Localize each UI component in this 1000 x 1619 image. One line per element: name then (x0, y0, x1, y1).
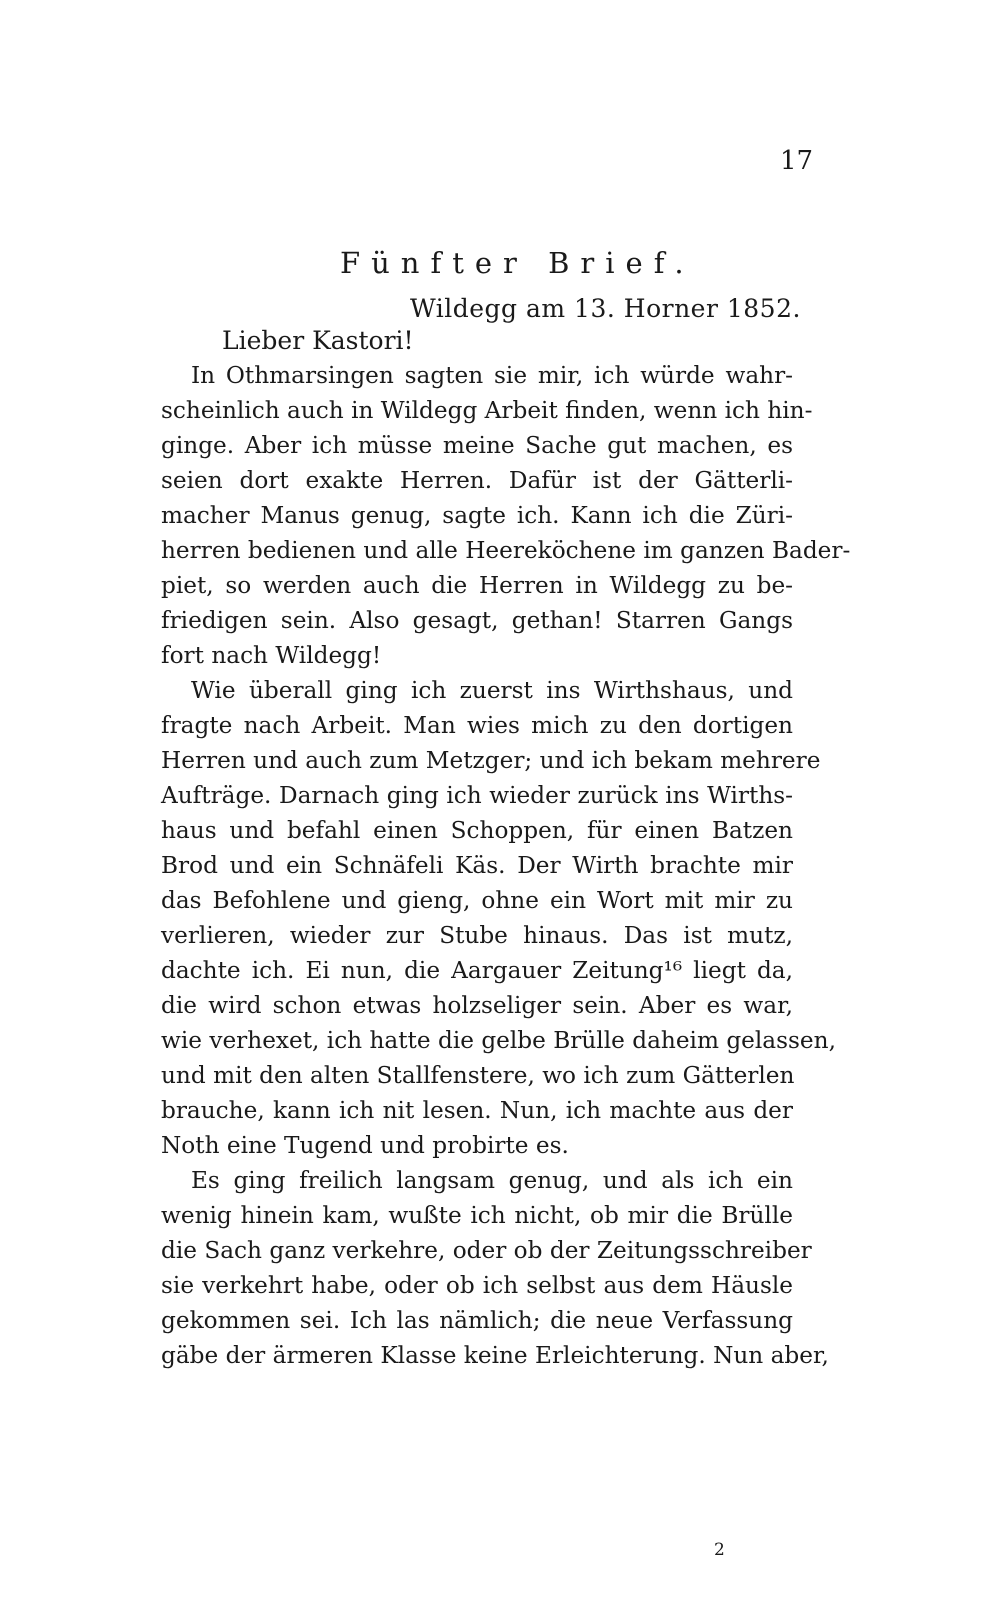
text-line: verlieren, wieder zur Stube hinaus. Das ist mutz, (161, 922, 793, 949)
text-line: gekommen sei. Ich las nämlich; die neue Verfassung (161, 1307, 793, 1334)
text-line: seien dort exakte Herren. Dafür ist der Gätterli- (161, 467, 793, 494)
letter-body (161, 358, 851, 1373)
text-line: Es ging freilich langsam genug, und als ich ein (191, 1167, 793, 1194)
text-line: dachte ich. Ei nun, die Aargauer Zeitung¹⁶ liegt da, (161, 957, 793, 984)
letter-salutation: Lieber Kastori! (222, 326, 414, 355)
text-line: scheinlich auch in Wildegg Arbeit finden, wenn ich hin- (161, 397, 813, 424)
text-line: gäbe der ärmeren Klasse keine Erleichterung. Nun aber, (161, 1342, 829, 1369)
text-line: fort nach Wildegg! (161, 642, 382, 669)
printer-signature-mark: 2 (714, 1540, 725, 1560)
page-number: 17 (780, 146, 814, 176)
text-line: Brod und ein Schnäfeli Käs. Der Wirth brachte mir (161, 852, 793, 879)
text-line: Wie überall ging ich zuerst ins Wirthshaus, und (191, 677, 793, 704)
chapter-title: Fünfter Brief. (340, 246, 695, 280)
text-line: Aufträge. Darnach ging ich wieder zurück ins Wirths- (161, 782, 793, 809)
text-line: brauche, kann ich nit lesen. Nun, ich machte aus der (161, 1097, 793, 1124)
paragraph-1 (161, 358, 851, 673)
letter-dateline: Wildegg am 13. Horner 1852. (410, 294, 801, 323)
text-line: piet, so werden auch die Herren in Wildegg zu be- (161, 572, 793, 599)
text-line: das Befohlene und gieng, ohne ein Wort mit mir zu (161, 887, 793, 914)
text-line: herren bedienen und alle Heereköchene im ganzen Bader- (161, 537, 851, 564)
text-line: Noth eine Tugend und probirte es. (161, 1132, 569, 1159)
text-line: fragte nach Arbeit. Man wies mich zu den dortigen (161, 712, 793, 739)
paragraph-3 (161, 1163, 829, 1373)
text-line: und mit den alten Stallfenstere, wo ich zum Gätterlen (161, 1062, 795, 1089)
text-line: die wird schon etwas holzseliger sein. Aber es war, (161, 992, 793, 1019)
paragraph-2 (161, 673, 836, 1163)
text-line: Herren und auch zum Metzger; und ich bekam mehrere (161, 747, 821, 774)
text-line: macher Manus genug, sagte ich. Kann ich die Züri- (161, 502, 793, 529)
text-line: In Othmarsingen sagten sie mir, ich würde wahr- (191, 362, 793, 389)
text-line: wie verhexet, ich hatte die gelbe Brülle daheim gelassen, (161, 1027, 836, 1054)
text-line: friedigen sein. Also gesagt, gethan! Starren Gangs (161, 607, 793, 634)
text-line: haus und befahl einen Schoppen, für einen Batzen (161, 817, 793, 844)
text-line: sie verkehrt habe, oder ob ich selbst aus dem Häusle (161, 1272, 793, 1299)
text-line: ginge. Aber ich müsse meine Sache gut machen, es (161, 432, 793, 459)
text-line: die Sach ganz verkehre, oder ob der Zeitungsschreiber (161, 1237, 812, 1264)
text-line: wenig hinein kam, wußte ich nicht, ob mir die Brülle (161, 1202, 793, 1229)
